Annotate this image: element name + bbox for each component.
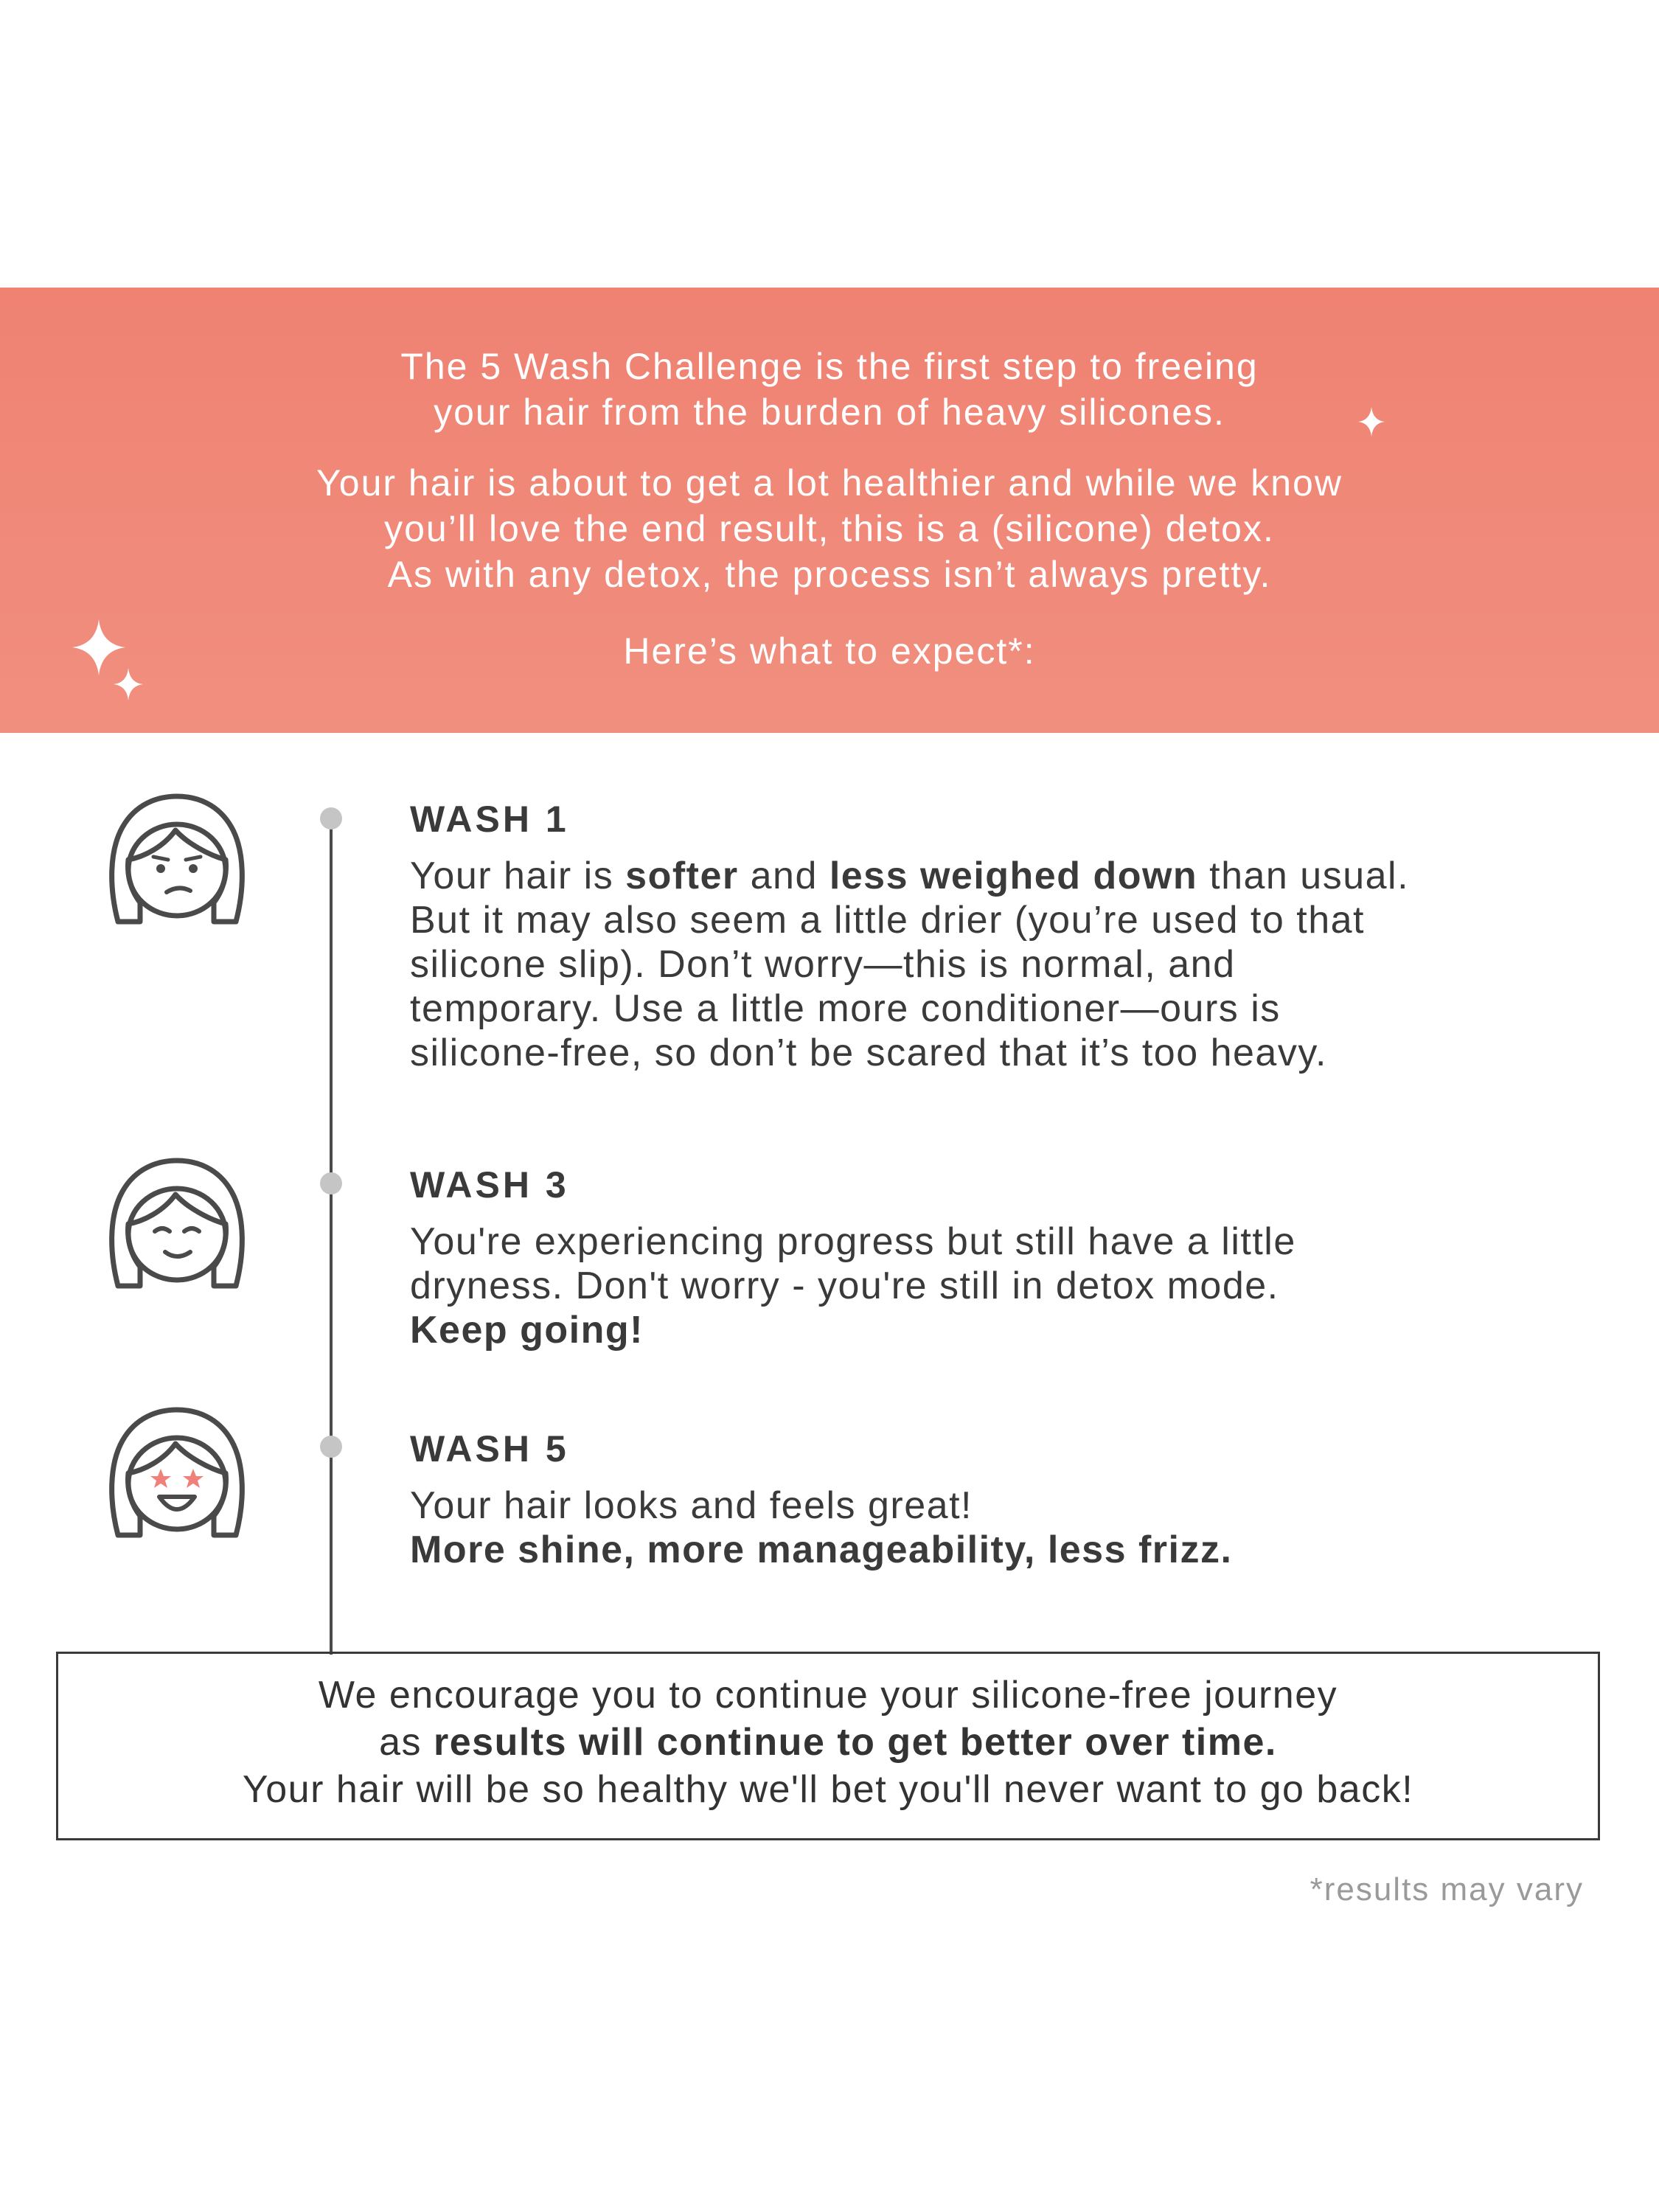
sparkle-small-icon [1358,407,1385,437]
timeline-dot [320,807,342,830]
sparkle-tiny-icon [114,668,143,700]
intro-paragraph-3 [0,628,1659,674]
footer-text [58,1672,1598,1813]
text-run: as [379,1721,434,1764]
text-run: than usual. [1197,855,1410,897]
wash-1-body [410,854,1409,1075]
footer-line [58,1719,1598,1766]
disclaimer: *results may vary [1310,1871,1584,1907]
timeline-dot [320,1172,342,1194]
bold-run: less weighed down [829,855,1198,897]
intro-line: Here’s what to expect*: [623,630,1036,672]
wash-1-title: WASH 1 [410,799,569,840]
confused-face-icon [99,792,255,932]
timeline-line [330,818,333,1655]
intro-line: As with any detox, the process isn’t always pretty. [387,554,1272,595]
wash-1-line: silicone slip). Don’t worry—this is normal, and [410,943,1236,986]
wash-1-line: silicone-free, so don’t be scared that it’s too heavy. [410,1032,1327,1074]
bold-run: results will continue to get better over time. [434,1721,1277,1764]
wash-5-body [410,1484,1232,1572]
text-run: Your hair is [410,855,626,897]
wash-1-line [410,854,1409,898]
wash-1-line: But it may also seem a little drier (you’re used to that [410,899,1365,942]
wash-3-line: You're experiencing progress but still have a little [410,1220,1296,1263]
bold-run: softer [625,855,739,897]
intro-line: your hair from the burden of heavy silicones. [434,392,1225,433]
intro-paragraph-2 [0,460,1659,597]
intro-paragraph-1 [0,344,1659,435]
wash-3-body [410,1220,1296,1352]
wash-3-title: WASH 3 [410,1164,569,1206]
wash-3-line [410,1308,1296,1352]
intro-line: The 5 Wash Challenge is the first step to freeing [400,346,1259,387]
wash-5-line [410,1528,1232,1572]
footer-line: Your hair will be so healthy we'll bet you'll never want to go back! [242,1768,1414,1811]
smiling-face-icon [99,1156,255,1296]
footer-box [56,1652,1600,1840]
footer-line: We encourage you to continue your silicone-free journey [318,1674,1338,1717]
wash-5-title: WASH 5 [410,1428,569,1470]
bold-run: More shine, more manageability, less frizz. [410,1528,1233,1571]
intro-line: Your hair is about to get a lot healthier and while we know [316,462,1343,504]
star-eyes-face-icon [99,1405,255,1545]
wash-5-line: Your hair looks and feels great! [410,1484,973,1527]
timeline-dot [320,1436,342,1458]
text-run: and [738,855,830,897]
wash-3-line: dryness. Don't worry - you're still in detox mode. [410,1265,1279,1307]
sparkle-large-icon [72,619,125,675]
wash-1-line: temporary. Use a little more conditioner—ours is [410,987,1281,1030]
intro-line: you’ll love the end result, this is a (silicone) detox. [384,508,1275,549]
bold-run: Keep going! [410,1309,644,1352]
